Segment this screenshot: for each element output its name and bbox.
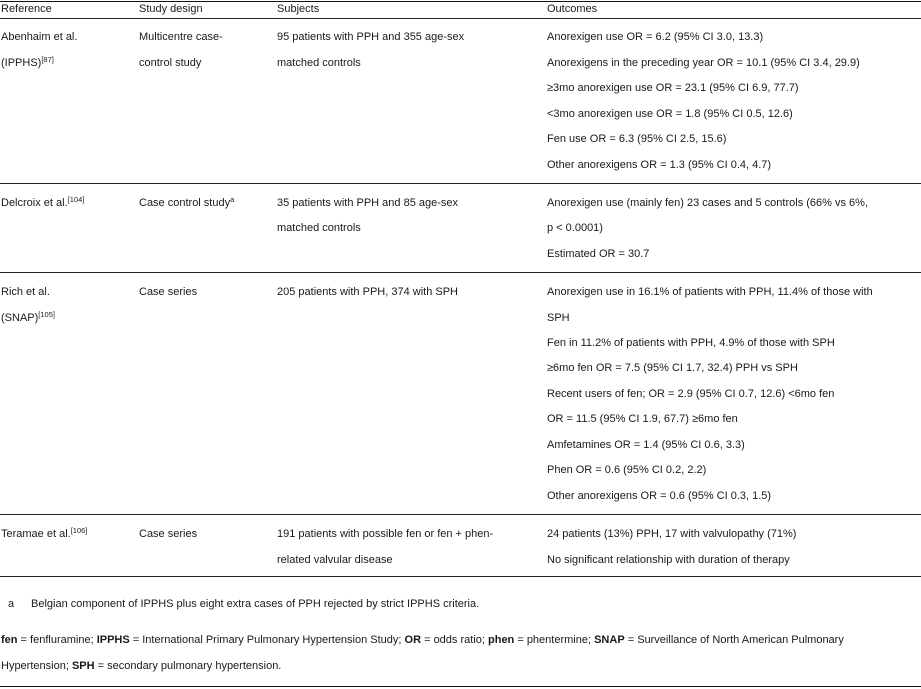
row2-subjects-line2: matched controls: [277, 222, 361, 234]
row4-subjects-line1: 191 patients with possible fen or fen + phen-: [277, 528, 494, 540]
header-outcomes: Outcomes: [547, 3, 598, 15]
row3-outcome: OR = 11.5 (95% CI 1.9, 67.7) ≥6mo fen: [547, 413, 738, 425]
abbreviations-line2: Hypertension; SPH = secondary pulmonary hypertension.: [1, 660, 282, 672]
row1-outcome: Anorexigen use OR = 6.2 (95% CI 3.0, 13.3): [547, 31, 764, 43]
row1-design-line1: Multicentre case-: [139, 31, 223, 43]
row3-outcome: Recent users of fen; OR = 2.9 (95% CI 0.7, 12.6) <6mo fen: [547, 388, 835, 400]
abbreviations-line1: fen = fenfluramine; IPPHS = International Primary Pulmonary Hypertension Study; OR = odds ratio; phen = phentermine; SNAP = Surveillance of North American Pulmonary: [1, 634, 844, 646]
abbr-term: IPPHS: [96, 634, 130, 646]
row2-outcome: Anorexigen use (mainly fen) 23 cases and 5 controls (66% vs 6%,: [547, 197, 868, 209]
row3-outcome: SPH: [547, 312, 570, 324]
row3-outcome: Anorexigen use in 16.1% of patients with PPH, 11.4% of those with: [547, 286, 873, 298]
row-divider: [0, 272, 921, 273]
abbr-term: SNAP: [594, 634, 625, 646]
row3-outcome: Other anorexigens OR = 0.6 (95% CI 0.3, 1.5): [547, 490, 772, 502]
row1-outcome: Fen use OR = 6.3 (95% CI 2.5, 15.6): [547, 133, 727, 145]
row1-design-line2: control study: [139, 57, 202, 69]
footnote-a-marker: a: [8, 598, 15, 610]
footnote-a-text: Belgian component of IPPHS plus eight extra cases of PPH rejected by strict IPPHS criteria.: [31, 598, 480, 610]
abbr-term: OR: [404, 634, 422, 646]
row1-ref-citation: [87]: [41, 55, 54, 64]
row1-ref-line1: Abenhaim et al.: [1, 31, 78, 43]
abbr-term: SPH: [71, 660, 95, 672]
row1-ref-line2: (IPPHS)[87]: [1, 55, 54, 69]
row2-subjects-line1: 35 patients with PPH and 85 age-sex: [277, 197, 459, 209]
header-subjects: Subjects: [277, 3, 320, 15]
row3-outcome: ≥6mo fen OR = 7.5 (95% CI 1.7, 32.4) PPH vs SPH: [547, 362, 798, 374]
abbr-term: fen: [1, 634, 18, 646]
row-divider: [0, 514, 921, 515]
row2-design-footnote-marker: a: [230, 195, 235, 204]
row1-outcome: Other anorexigens OR = 1.3 (95% CI 0.4, 4.7): [547, 159, 772, 171]
row4-ref-line1: Teramae et al.[106]: [1, 526, 88, 540]
row1-subjects-line2: matched controls: [277, 57, 361, 69]
table-bottom-rule: [0, 576, 921, 577]
row4-subjects-line2: related valvular disease: [277, 554, 393, 566]
row1-subjects-line1: 95 patients with PPH and 355 age-sex: [277, 31, 465, 43]
header-bottom-rule: [0, 18, 921, 19]
row3-ref-citation: [105]: [38, 310, 55, 319]
row2-ref-line1: Delcroix et al.[104]: [1, 195, 85, 209]
row4-outcome: No significant relationship with duration of therapy: [547, 554, 790, 566]
row2-outcome: Estimated OR = 30.7: [547, 248, 650, 260]
row3-ref-line2: (SNAP)[105]: [1, 310, 55, 324]
row4-design-line1: Case series: [139, 528, 198, 540]
row2-outcome: p < 0.0001): [547, 222, 603, 234]
row1-outcome: <3mo anorexigen use OR = 1.8 (95% CI 0.5, 12.6): [547, 108, 793, 120]
abbr-term: phen: [488, 634, 515, 646]
row2-ref-citation: [104]: [67, 195, 85, 204]
row4-outcome: 24 patients (13%) PPH, 17 with valvulopathy (71%): [547, 528, 797, 540]
row-divider: [0, 183, 921, 184]
row3-design-line1: Case series: [139, 286, 198, 298]
row2-design-line1: Case control study$^a$: [139, 195, 235, 209]
row3-outcome: Amfetamines OR = 1.4 (95% CI 0.6, 3.3): [547, 439, 745, 451]
row3-outcome: Fen in 11.2% of patients with PPH, 4.9% of those with SPH: [547, 337, 835, 349]
row3-subjects-line1: 205 patients with PPH, 374 with SPH: [277, 286, 458, 298]
row1-outcome: Anorexigens in the preceding year OR = 10.1 (95% CI 3.4, 29.9): [547, 57, 860, 69]
page-bottom-rule: [0, 686, 921, 687]
row3-outcome: Phen OR = 0.6 (95% CI 0.2, 2.2): [547, 464, 707, 476]
header-study-design: Study design: [139, 3, 203, 15]
row4-ref-citation: [106]: [70, 526, 88, 535]
row3-ref-line1: Rich et al.: [1, 286, 50, 298]
header-reference: Reference: [1, 3, 52, 15]
row1-outcome: ≥3mo anorexigen use OR = 23.1 (95% CI 6.9, 77.7): [547, 82, 799, 94]
